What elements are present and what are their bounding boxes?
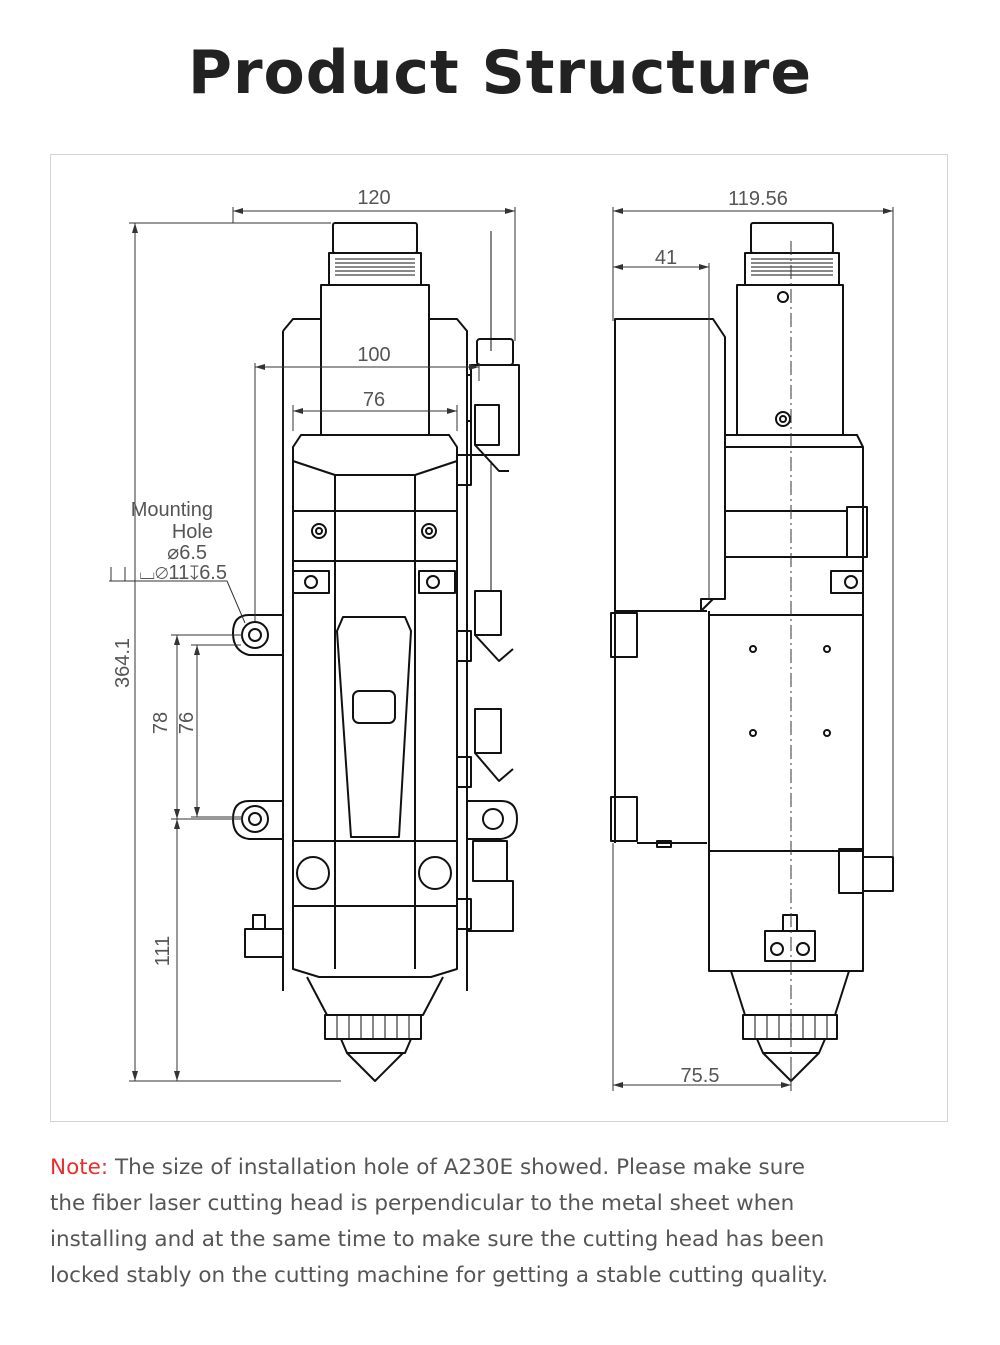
dim-front-width-mid: 100 bbox=[357, 344, 391, 366]
dim-bottom-height: 111 bbox=[152, 935, 174, 967]
note-label: Note: bbox=[50, 1155, 109, 1180]
hole-diameter: ⌀6.5 bbox=[167, 542, 207, 564]
note-line-3: installing and at the same time to make sure the cutting head has been bbox=[50, 1227, 825, 1252]
note-line-2: the fiber laser cutting head is perpendicular to the metal sheet when bbox=[50, 1191, 795, 1216]
mounting-hole-label-2: Hole bbox=[171, 521, 213, 543]
counterbore-spec: ⌴⌀11↧6.5 bbox=[139, 562, 227, 584]
note-line-4: locked stably on the cutting machine for getting a stable cutting quality. bbox=[50, 1263, 829, 1288]
dim-side-offset-bottom: 75.5 bbox=[680, 1065, 720, 1087]
dim-hole-spacing-inner: 76 bbox=[176, 711, 198, 735]
drawing-frame bbox=[50, 154, 948, 1122]
dim-side-width: 119.56 bbox=[728, 188, 788, 210]
dim-hole-spacing-outer: 78 bbox=[150, 711, 172, 735]
mounting-hole-label-1: Mounting bbox=[130, 499, 213, 521]
technical-drawing bbox=[51, 155, 949, 1123]
note-line-1: The size of installation hole of A230E showed. Please make sure bbox=[108, 1155, 805, 1180]
dim-total-height: 364.1 bbox=[112, 637, 134, 689]
dim-front-width: 120 bbox=[357, 187, 391, 209]
page-title: Product Structure bbox=[187, 38, 813, 108]
dim-side-offset-top: 41 bbox=[654, 247, 678, 269]
dim-front-width-body: 76 bbox=[362, 389, 386, 411]
note-paragraph bbox=[50, 1150, 950, 1294]
side-view bbox=[611, 223, 893, 1081]
